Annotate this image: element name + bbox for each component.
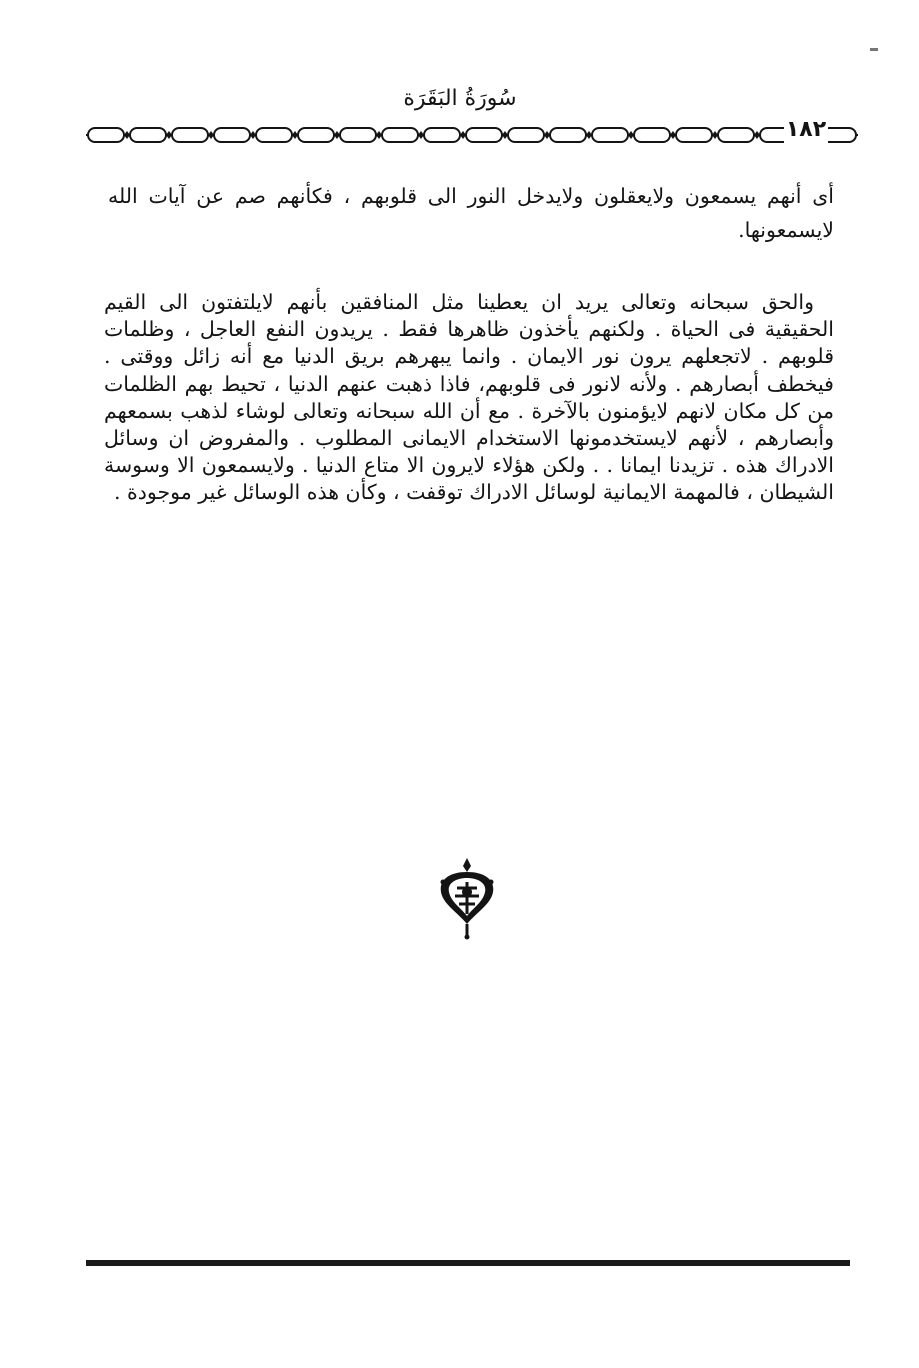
- surah-title: سُورَةُ البَقَرَة: [403, 86, 517, 111]
- paragraph-2: والحق سبحانه وتعالى يريد ان يعطينا مثل المنافقين بأنهم لايلتفتون الى القيم الحقيقية فى الحياة . ولكنهم يأخذون ظاهرها فقط . يريدون النفع العاجل ، وظلمات قلوبهم . لاتجعلهم يرون نور الايمان . وانما يبهرهم بريق الدنيا مع أنه زائل ووقتى . فيخطف أبصارهم . ولأنه لانور فى قلوبهم، فاذا ذهبت عنهم الدنيا ، تحيط بهم الظلمات من كل مكان لانهم لايؤمنون بالآخرة . مع أن الله سبحانه وتعالى لوشاء لذهب بسمعهم وأبصارهم ، لأنهم لايستخدمونها الاستخدام الايمانى المطلوب . والمفروض ان وسائل الادراك هذه . تزيدنا ايمانا . . ولكن هؤلاء لايرون الا متاع الدنيا . ولايسمعون الا وسوسة الشيطان ، فالمهمة الايمانية لوسائل الادراك توقفت ، وكأن هذه الوسائل غير موجودة .: [104, 290, 834, 505]
- header-ornamental-border: [86, 124, 858, 146]
- scan-mark: [870, 48, 878, 51]
- footer-rule: [86, 1260, 850, 1266]
- paragraph-1: أى أنهم يسمعون ولايعقلون ولايدخل النور الى قلوبهم ، فكأنهم صم عن آيات الله لايسمعونها.: [108, 184, 834, 242]
- page-number: ١٨٢: [785, 117, 827, 142]
- floral-ornament-icon: [435, 852, 499, 940]
